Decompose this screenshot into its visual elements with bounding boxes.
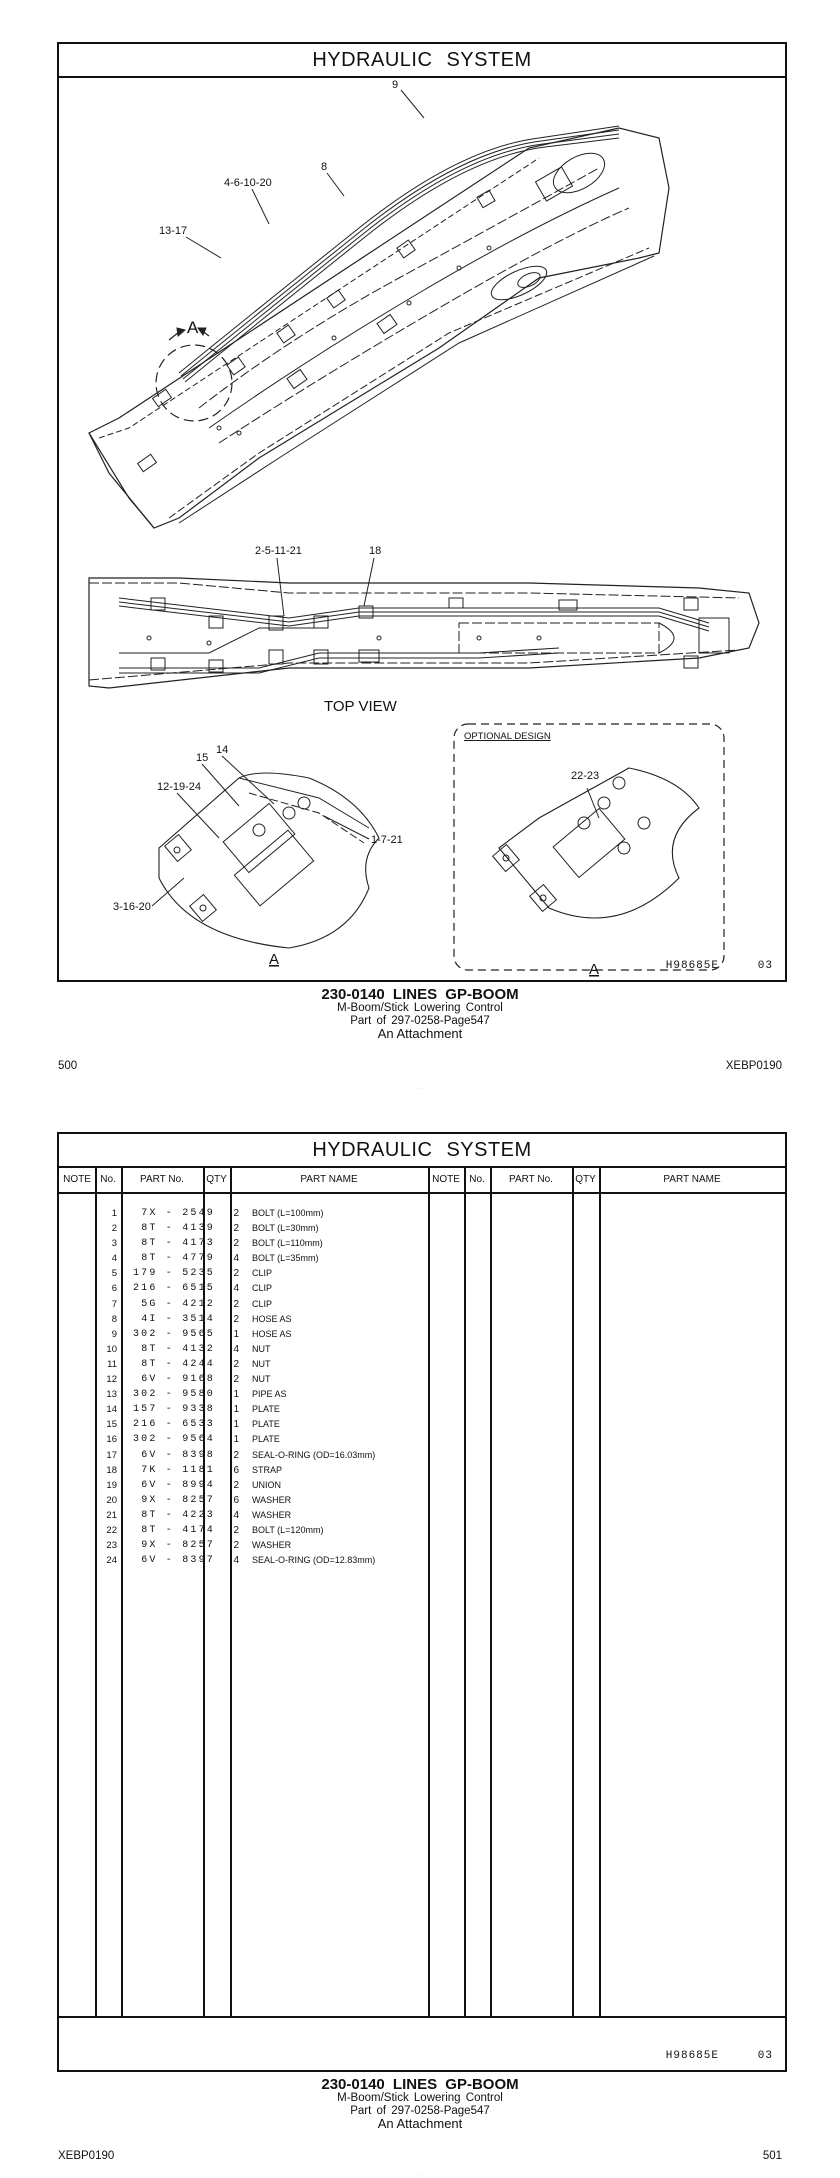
qty-cell: 2 (233, 1313, 239, 1325)
part-number-index: 23 (106, 1540, 117, 1552)
caption-sub: M-Boom/Stick Lowering Control (337, 1002, 503, 1014)
qty-cell: 2 (233, 1449, 239, 1461)
part-number-index: 6 (111, 1283, 117, 1295)
table-row (59, 1553, 429, 1568)
part-no-cell: 8T - 4244 (141, 1358, 215, 1370)
part-name-cell: CLIP (252, 1283, 273, 1294)
parts-list-title: HYDRAULIC SYSTEM (59, 1134, 785, 1168)
top-view-drawing (89, 558, 759, 688)
part-number-index: 1 (111, 1208, 117, 1219)
part-number-index: 22 (106, 1524, 117, 1536)
part-name-cell: PLATE (252, 1419, 280, 1430)
qty-cell: 1 (233, 1404, 239, 1416)
table-row (59, 1297, 429, 1312)
part-no-cell: 6V - 8994 (141, 1479, 215, 1491)
detail-a2-label: A (589, 961, 600, 978)
part-number-index: 7 (111, 1298, 117, 1310)
callout-13-17: 13-17 (159, 225, 188, 237)
callout-4-6-10-20: 4-6-10-20 (224, 177, 272, 189)
part-number-index: 12 (106, 1374, 117, 1386)
parts-rows (59, 1206, 429, 1568)
part-name-cell: HOSE AS (252, 1328, 292, 1339)
part-name-cell: PLATE (252, 1434, 280, 1445)
part-no-cell: 8T - 4174 (141, 1524, 215, 1536)
part-name-cell: BOLT (L=110mm) (252, 1238, 323, 1249)
boom-illustration (59, 78, 785, 978)
qty-cell: 2 (233, 1238, 239, 1250)
table-row (59, 1432, 429, 1447)
part-name-cell: WASHER (252, 1509, 292, 1520)
callout-3-16-20: 3-16-20 (113, 901, 151, 913)
caption-sub-2: M-Boom/Stick Lowering Control (337, 2092, 503, 2104)
part-name-cell: NUT (252, 1343, 271, 1354)
header-no-2: No. (469, 1173, 485, 1185)
part-name-cell: PLATE (252, 1404, 280, 1415)
qty-cell: 4 (233, 1509, 239, 1521)
table-row (59, 1508, 429, 1523)
table-row (59, 1448, 429, 1463)
footer-mark-2: · · · (416, 2172, 424, 2177)
part-name-cell: CLIP (252, 1298, 273, 1309)
qty-cell: 2 (233, 1298, 239, 1310)
page-number-left: 500 (58, 1060, 78, 1072)
footer-mark: · · · (416, 1086, 424, 1091)
qty-cell: 2 (233, 1208, 239, 1219)
doc-code-right: XEBP0190 (725, 1060, 782, 1072)
part-no-cell: 7X - 2549 (141, 1208, 215, 1219)
header-qty: QTY (206, 1173, 227, 1185)
part-no-cell: 9X - 8257 (141, 1494, 215, 1506)
caption-main-2: 230-0140 LINES GP-BOOM (321, 2076, 519, 2093)
part-number-index: 19 (106, 1479, 117, 1491)
part-no-cell: 5G - 4212 (141, 1298, 215, 1310)
part-name-cell: WASHER (252, 1494, 292, 1505)
callout-8: 8 (321, 161, 328, 173)
part-name-cell: SEAL-O-RING (OD=16.03mm) (252, 1449, 376, 1460)
caption-main: 230-0140 LINES GP-BOOM (321, 986, 519, 1003)
qty-cell: 1 (233, 1389, 239, 1401)
part-no-cell: 8T - 4173 (141, 1238, 215, 1250)
boom-perspective-drawing (89, 90, 669, 528)
detail-a-label: A (269, 951, 280, 968)
part-number-index: 20 (106, 1494, 117, 1506)
header-part-name-2: PART NAME (663, 1173, 721, 1185)
page-title: HYDRAULIC SYSTEM (59, 44, 785, 78)
qty-cell: 4 (233, 1555, 239, 1567)
header-note: NOTE (63, 1173, 91, 1185)
table-header (59, 1166, 785, 1194)
table-row (59, 1206, 429, 1221)
callout-15: 15 (196, 752, 209, 764)
table-row (59, 1402, 429, 1417)
part-number-index: 13 (106, 1389, 117, 1401)
part-number-index: 17 (106, 1449, 117, 1461)
part-number-index: 10 (106, 1343, 117, 1355)
part-number-index: 4 (111, 1253, 117, 1265)
part-no-cell: 216 - 6515 (132, 1283, 215, 1295)
part-name-cell: NUT (252, 1374, 271, 1385)
callout-2-5-11-21: 2-5-11-21 (255, 545, 302, 557)
part-name-cell: PIPE AS (252, 1389, 287, 1400)
table-row (59, 1478, 429, 1493)
part-no-cell: 6V - 9168 (141, 1374, 215, 1386)
parts-list-frame (57, 1132, 787, 2072)
part-no-cell: 179 - 5235 (132, 1268, 215, 1280)
part-name-cell: UNION (252, 1479, 281, 1490)
page-number-right: 501 (762, 2150, 782, 2162)
part-name-cell: BOLT (L=30mm) (252, 1223, 319, 1234)
header-note-2: NOTE (432, 1173, 460, 1185)
table-row (59, 1538, 429, 1553)
part-no-cell: 8T - 4779 (141, 1253, 215, 1265)
table-row (59, 1266, 429, 1281)
part-no-cell: 302 - 9580 (132, 1389, 215, 1401)
part-number-index: 3 (111, 1238, 117, 1250)
optional-design-label: OPTIONAL DESIGN (464, 731, 551, 742)
part-name-cell: WASHER (252, 1540, 292, 1551)
header-part-no: PART No. (140, 1173, 184, 1185)
top-view-label: TOP VIEW (324, 698, 397, 715)
table-row (59, 1342, 429, 1357)
caption-part-of-2: Part of 297-0258-Page547 (350, 2104, 490, 2117)
caption-block-1 (0, 987, 840, 1040)
qty-cell: 4 (233, 1253, 239, 1265)
part-no-cell: 4I - 3514 (141, 1313, 215, 1325)
qty-cell: 6 (233, 1464, 239, 1476)
part-number-index: 24 (106, 1555, 117, 1567)
drawing-revision: 03 (757, 960, 773, 972)
table-row (59, 1281, 429, 1296)
caption-block-2 (0, 2077, 840, 2130)
part-number-index: 16 (106, 1434, 117, 1446)
qty-cell: 2 (233, 1358, 239, 1370)
table-row (59, 1221, 429, 1236)
table-row (59, 1387, 429, 1402)
callout-18: 18 (369, 545, 382, 557)
part-name-cell: CLIP (252, 1268, 273, 1279)
table-row (59, 1236, 429, 1251)
qty-cell: 2 (233, 1540, 239, 1552)
table-row (59, 1312, 429, 1327)
table-row (59, 1372, 429, 1387)
column-rule (572, 1166, 574, 2018)
part-no-cell: 6V - 8398 (141, 1449, 215, 1461)
qty-cell: 1 (233, 1434, 239, 1446)
table-row (59, 1417, 429, 1432)
part-number-index: 9 (111, 1328, 117, 1340)
qty-cell: 2 (233, 1524, 239, 1536)
caption-part-of: Part of 297-0258-Page547 (350, 1014, 490, 1027)
callouts-optional (464, 731, 599, 978)
qty-cell: 2 (233, 1223, 239, 1235)
qty-cell: 2 (233, 1374, 239, 1386)
part-name-cell: BOLT (L=100mm) (252, 1208, 324, 1218)
table-row (59, 1523, 429, 1538)
table-row (59, 1463, 429, 1478)
callout-1-7-21: 1-7-21 (371, 834, 403, 846)
callout-9: 9 (392, 79, 399, 91)
part-name-cell: BOLT (L=120mm) (252, 1524, 324, 1535)
callout-22-23: 22-23 (571, 770, 600, 782)
part-name-cell: SEAL-O-RING (OD=12.83mm) (252, 1555, 376, 1566)
header-qty-2: QTY (575, 1173, 596, 1185)
part-no-cell: 8T - 4223 (141, 1509, 215, 1521)
callout-14: 14 (216, 744, 229, 756)
callout-12-19-24: 12-19-24 (157, 781, 202, 793)
header-part-name: PART NAME (300, 1173, 358, 1185)
qty-cell: 1 (233, 1419, 239, 1431)
part-name-cell: HOSE AS (252, 1313, 292, 1324)
part-number-index: 14 (106, 1404, 117, 1416)
part-number-index: 5 (111, 1268, 117, 1280)
header-part-no-2: PART No. (509, 1173, 553, 1185)
view-a-label: A (187, 318, 199, 337)
column-rule (490, 1166, 492, 2018)
drawing-code: H98685E (665, 960, 719, 972)
part-number-index: 18 (106, 1464, 117, 1476)
table-row (59, 1357, 429, 1372)
qty-cell: 2 (233, 1479, 239, 1491)
part-name-cell: NUT (252, 1358, 271, 1369)
table-row (59, 1493, 429, 1508)
part-no-cell: 302 - 9565 (132, 1328, 215, 1340)
part-no-cell: 302 - 9564 (132, 1434, 215, 1446)
table-row (59, 1251, 429, 1266)
part-number-index: 8 (111, 1313, 117, 1325)
table-footer-rule (59, 2016, 785, 2018)
part-name-cell: BOLT (L=35mm) (252, 1253, 319, 1264)
part-number-index: 15 (106, 1419, 117, 1431)
part-no-cell: 6V - 8397 (141, 1555, 215, 1567)
part-no-cell: 8T - 4132 (141, 1343, 215, 1355)
column-rule (464, 1166, 466, 2018)
qty-cell: 6 (233, 1494, 239, 1506)
qty-cell: 2 (233, 1268, 239, 1280)
part-number-index: 21 (106, 1509, 117, 1521)
parts-table (59, 1166, 785, 2018)
header-no: No. (100, 1173, 116, 1185)
illustration-frame (57, 42, 787, 982)
column-rule (599, 1166, 601, 2018)
drawing-revision-2: 03 (757, 2050, 773, 2062)
qty-cell: 4 (233, 1343, 239, 1355)
part-number-index: 2 (111, 1223, 117, 1235)
part-no-cell: 8T - 4139 (141, 1223, 215, 1235)
caption-attachment: An Attachment (377, 1026, 463, 1041)
part-no-cell: 157 - 9338 (132, 1404, 215, 1416)
part-number-index: 11 (107, 1358, 117, 1370)
part-no-cell: 9X - 8257 (141, 1540, 215, 1552)
table-row (59, 1327, 429, 1342)
qty-cell: 4 (233, 1283, 239, 1295)
drawing-code-2: H98685E (665, 2050, 719, 2062)
optional-design-box (454, 724, 724, 970)
doc-code-left: XEBP0190 (58, 2150, 115, 2162)
qty-cell: 1 (233, 1328, 239, 1340)
part-no-cell: 7K - 1181 (141, 1464, 215, 1476)
part-name-cell: STRAP (252, 1464, 283, 1475)
caption-attachment-2: An Attachment (377, 2116, 463, 2131)
part-no-cell: 216 - 6533 (132, 1419, 215, 1431)
